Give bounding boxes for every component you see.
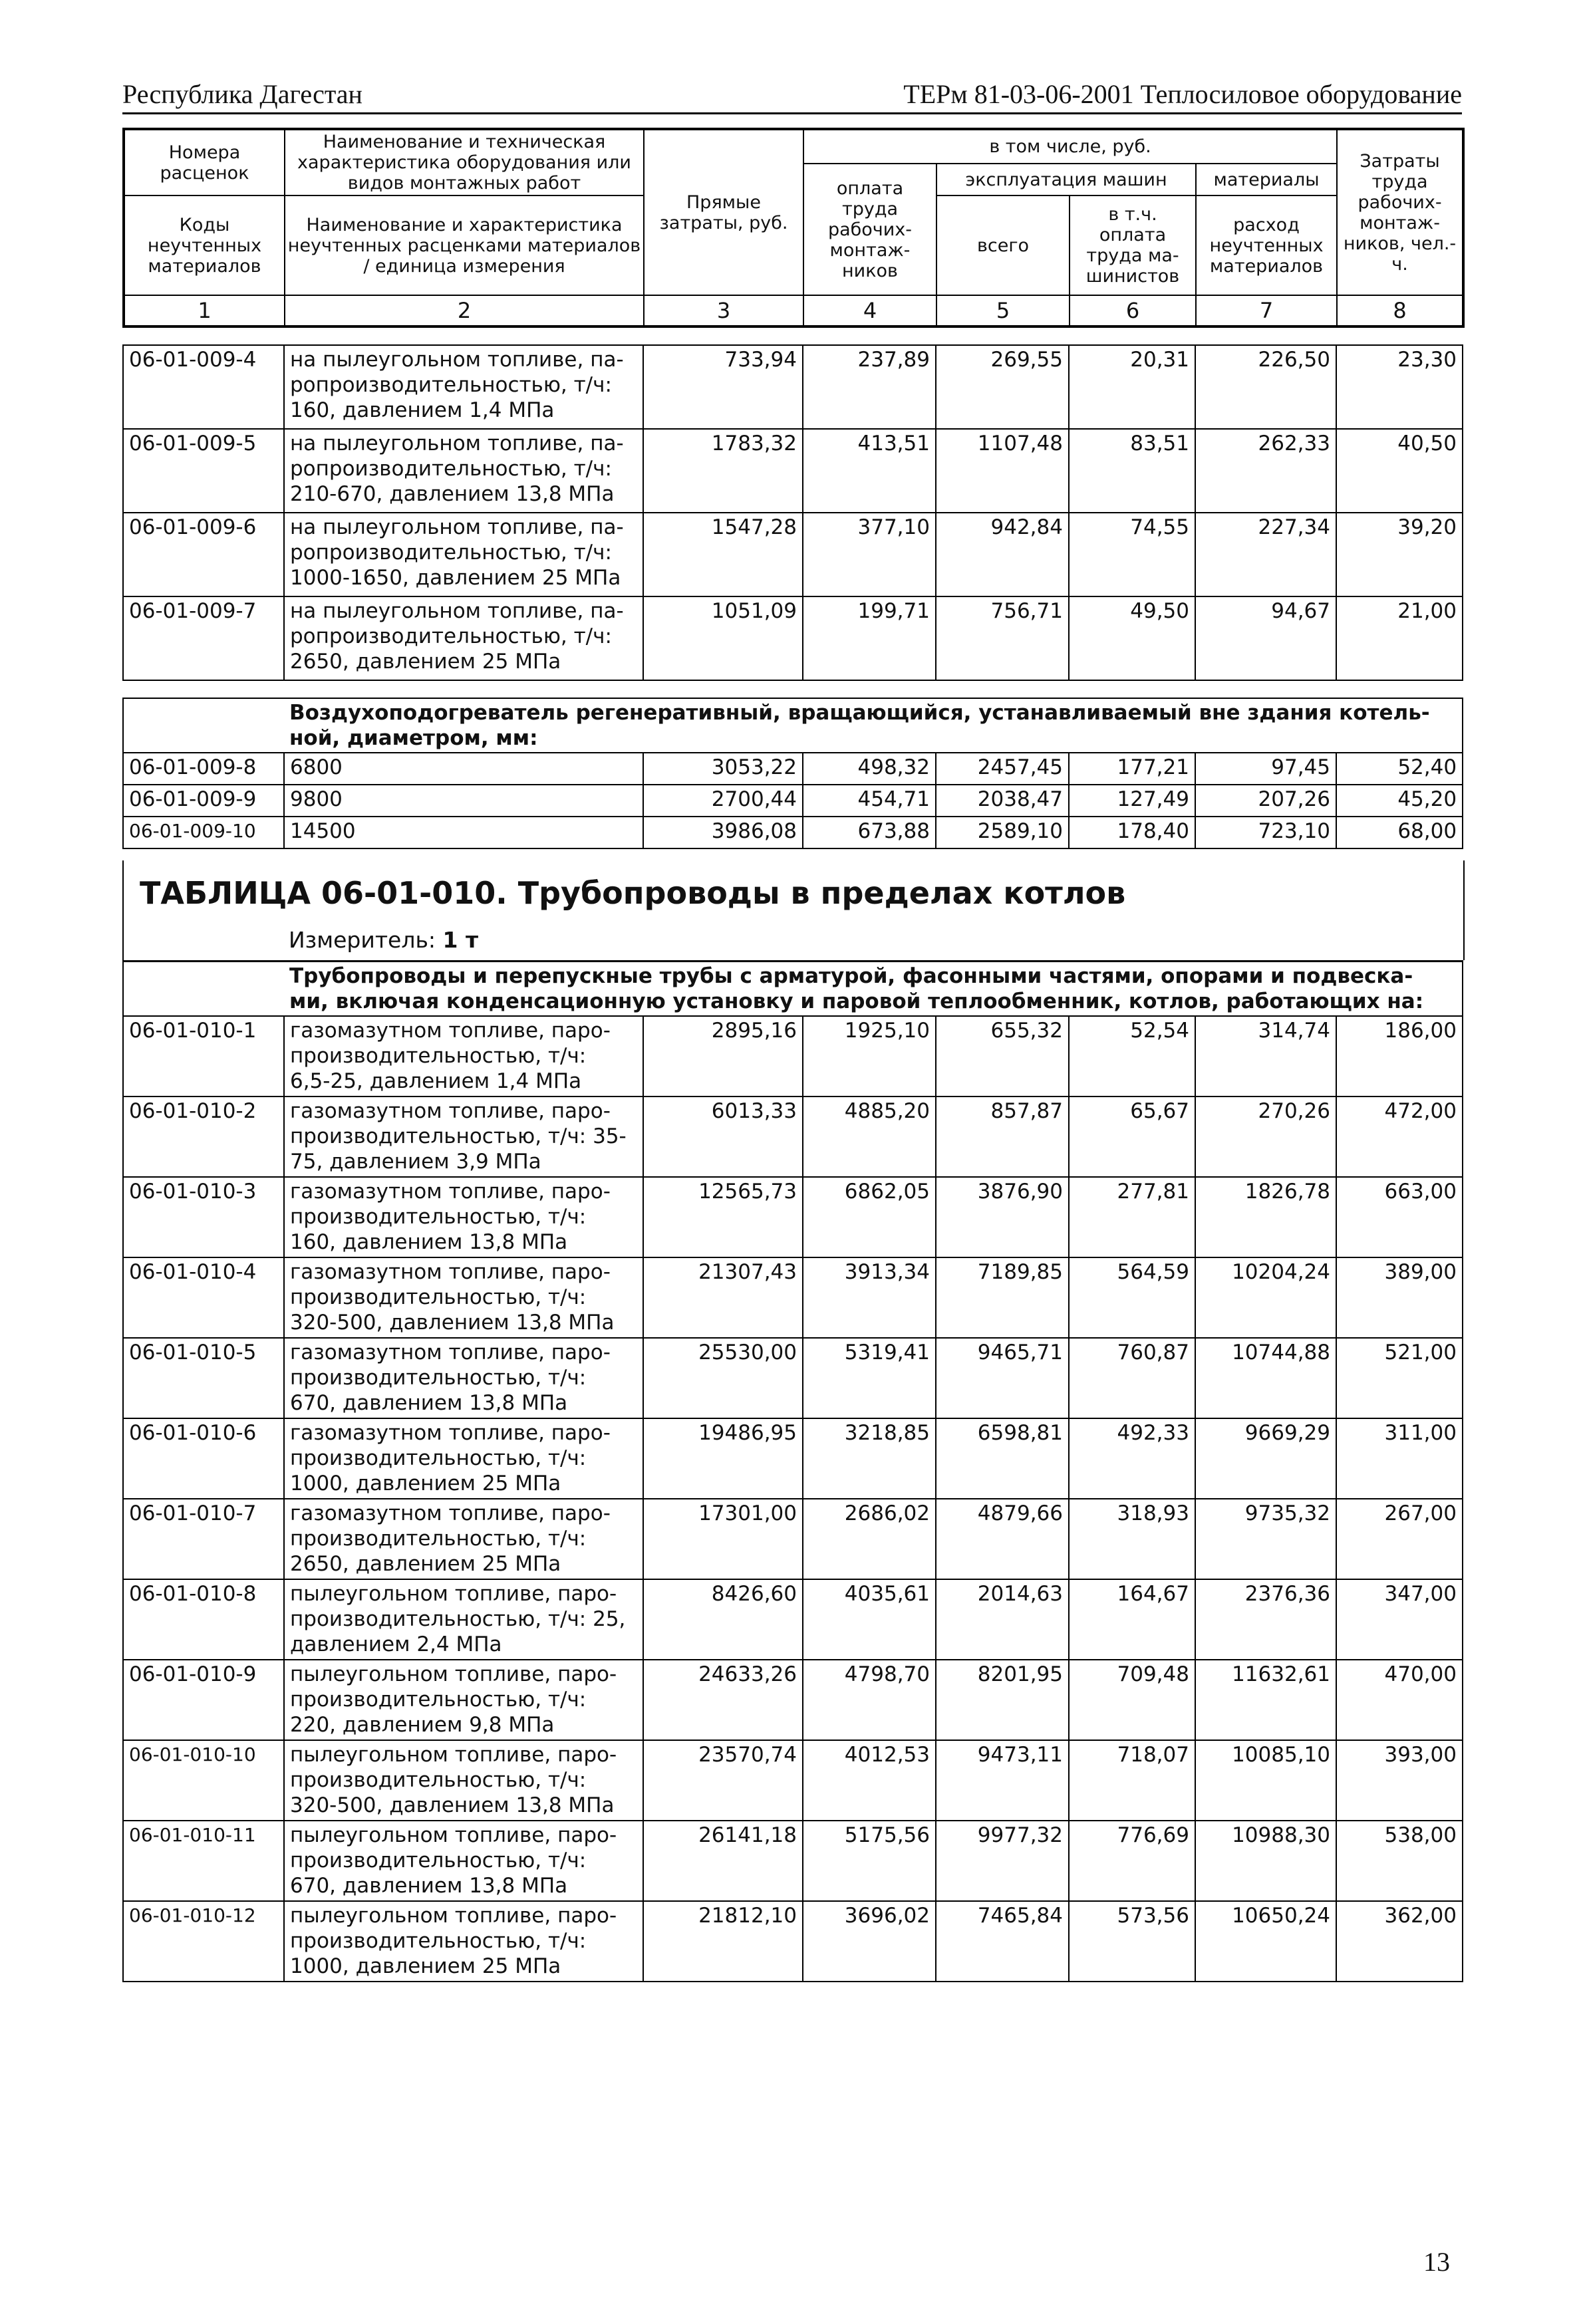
materials-value: 226,50: [1195, 345, 1336, 429]
rate-code: 06-01-010-6: [123, 1418, 284, 1499]
rate-description: [284, 1579, 643, 1660]
direct-costs-value: 733,94: [643, 345, 803, 429]
description-line: производительностью, т/ч:: [290, 1044, 587, 1068]
worker-pay-value: 4798,70: [803, 1660, 936, 1740]
column-number: 3: [644, 295, 803, 326]
machines-total-value: 857,87: [936, 1097, 1069, 1177]
description-line: ропроизводительностью, т/ч:: [290, 457, 612, 481]
description-line: 1000, давлением 25 МПа: [290, 1954, 561, 1978]
rate-code: 06-01-010-8: [123, 1579, 284, 1660]
direct-costs-value: 25530,00: [643, 1338, 803, 1418]
rate-description: [284, 1097, 643, 1177]
rate-code: 06-01-010-12: [123, 1901, 284, 1982]
description-line: 75, давлением 3,9 МПа: [290, 1150, 541, 1174]
section-heading-pipes: [123, 962, 1463, 1017]
rate-description: [284, 1338, 643, 1418]
machinist-pay-value: 718,07: [1069, 1740, 1195, 1821]
description-line: 670, давлением 13,8 МПа: [290, 1391, 568, 1415]
worker-pay-value: 4035,61: [803, 1579, 936, 1660]
description-line: пылеугольном топливе, паро-: [290, 1904, 617, 1928]
machines-total-value: 2014,63: [936, 1579, 1069, 1660]
col-header-rate-numbers: Номера расценок: [124, 129, 285, 195]
table-row: [123, 1097, 1463, 1177]
table-row: [123, 1740, 1463, 1821]
materials-value: 314,74: [1195, 1016, 1336, 1097]
direct-costs-value: 1051,09: [643, 596, 803, 680]
col-header-machine-exploitation: эксплуатация машин: [936, 164, 1196, 195]
machines-total-value: 655,32: [936, 1016, 1069, 1097]
table-row: [123, 753, 1463, 785]
rate-code: 06-01-009-4: [123, 345, 284, 429]
section-pipes-line-2: ми, включая конденсационную установку и паровой теплообменник, котлов, работающих на:: [289, 989, 1424, 1013]
machines-total-value: 269,55: [936, 345, 1069, 429]
rate-description: [284, 1499, 643, 1579]
direct-costs-value: 6013,33: [643, 1097, 803, 1177]
machinist-pay-value: 178,40: [1069, 817, 1195, 848]
description-line: производительностью, т/ч:: [290, 1446, 587, 1470]
direct-costs-value: 26141,18: [643, 1821, 803, 1901]
col-header-machines-total: всего: [936, 195, 1070, 295]
description-line: газомазутном топливе, паро-: [290, 1099, 611, 1123]
description-line: на пылеугольном топливе, па-: [290, 432, 624, 455]
description-line: газомазутном топливе, паро-: [290, 1260, 611, 1284]
col-header-materials: материалы: [1196, 164, 1337, 195]
worker-pay-value: 1925,10: [803, 1016, 936, 1097]
worker-pay-value: 5175,56: [803, 1821, 936, 1901]
direct-costs-value: 1547,28: [643, 513, 803, 596]
worker-pay-value: 4012,53: [803, 1740, 936, 1821]
machinist-pay-value: 127,49: [1069, 785, 1195, 817]
machinist-pay-value: 709,48: [1069, 1660, 1195, 1740]
materials-value: 9735,32: [1195, 1499, 1336, 1579]
materials-value: 10650,24: [1195, 1901, 1336, 1982]
machinist-pay-value: 573,56: [1069, 1901, 1195, 1982]
description-line: 1000, давлением 25 МПа: [290, 1472, 561, 1495]
page-header: [122, 78, 1462, 114]
worker-pay-value: 454,71: [803, 785, 936, 817]
materials-value: 10204,24: [1195, 1257, 1336, 1338]
description-line: производительностью, т/ч: 25,: [290, 1607, 626, 1631]
column-numbers-row: [124, 295, 1463, 326]
materials-value: 1826,78: [1195, 1177, 1336, 1257]
description-line: 2650, давлением 25 МПа: [290, 650, 561, 674]
table-header: [122, 128, 1465, 328]
description-line: пылеугольном топливе, паро-: [290, 1662, 617, 1686]
table-row: [123, 1177, 1463, 1257]
table-rows-010: [122, 960, 1463, 1982]
materials-value: 227,34: [1195, 513, 1336, 596]
worker-pay-value: 3218,85: [803, 1418, 936, 1499]
description-line: 2650, давлением 25 МПа: [290, 1552, 561, 1576]
description-line: 320-500, давлением 13,8 МПа: [290, 1311, 615, 1335]
materials-value: 11632,61: [1195, 1660, 1336, 1740]
rate-description: [284, 817, 643, 848]
description-line: газомазутном топливе, паро-: [290, 1501, 611, 1525]
machines-total-value: 3876,90: [936, 1177, 1069, 1257]
machines-total-value: 4879,66: [936, 1499, 1069, 1579]
table-row: [123, 1579, 1463, 1660]
table-row: [123, 1821, 1463, 1901]
rate-code: 06-01-010-11: [123, 1821, 284, 1901]
labor-hours-value: 68,00: [1336, 817, 1463, 848]
machinist-pay-value: 776,69: [1069, 1821, 1195, 1901]
worker-pay-value: 377,10: [803, 513, 936, 596]
rate-code: 06-01-010-9: [123, 1660, 284, 1740]
description-line: пылеугольном топливе, паро-: [290, 1582, 617, 1606]
worker-pay-value: 199,71: [803, 596, 936, 680]
rate-code: 06-01-009-5: [123, 429, 284, 513]
description-line: на пылеугольном топливе, па-: [290, 348, 624, 372]
description-line: ропроизводительностью, т/ч:: [290, 541, 612, 565]
machinist-pay-value: 318,93: [1069, 1499, 1195, 1579]
table-row: [123, 1660, 1463, 1740]
description-line: 320-500, давлением 13,8 МПа: [290, 1793, 615, 1817]
description-line: 670, давлением 13,8 МПа: [290, 1874, 568, 1898]
section-air-line-1: Воздухоподогреватель регенеративный, вращающийся, устанавливаемый вне здания котель-: [289, 701, 1430, 725]
col-header-direct-costs: Прямые затраты, руб.: [644, 129, 803, 295]
col-header-machinist-pay: в т.ч. оплата труда ма-шинистов: [1070, 195, 1196, 295]
table-row: [123, 785, 1463, 817]
machines-total-value: 8201,95: [936, 1660, 1069, 1740]
table-row: [123, 1016, 1463, 1097]
machines-total-value: 7465,84: [936, 1901, 1069, 1982]
col-header-material-names: Наименование и характеристика неучтенных расценками материалов / единица измерения: [285, 195, 644, 295]
description-line: 1000-1650, давлением 25 МПа: [290, 566, 621, 590]
labor-hours-value: 393,00: [1336, 1740, 1463, 1821]
rate-description: [284, 1821, 643, 1901]
description-line: производительностью, т/ч:: [290, 1768, 587, 1792]
column-number: 1: [124, 295, 285, 326]
materials-value: 207,26: [1195, 785, 1336, 817]
col-header-worker-pay: оплата труда рабочих-монтаж-ников: [803, 164, 936, 295]
machines-total-value: 9473,11: [936, 1740, 1069, 1821]
materials-value: 10988,30: [1195, 1821, 1336, 1901]
col-header-including: в том числе, руб.: [803, 129, 1337, 164]
labor-hours-value: 311,00: [1336, 1418, 1463, 1499]
rate-description: [284, 1177, 643, 1257]
rate-code: 06-01-010-4: [123, 1257, 284, 1338]
machinist-pay-value: 164,67: [1069, 1579, 1195, 1660]
description-line: газомазутном топливе, паро-: [290, 1421, 611, 1445]
worker-pay-value: 3913,34: [803, 1257, 936, 1338]
direct-costs-value: 12565,73: [643, 1177, 803, 1257]
description-line: 14500: [290, 819, 356, 843]
labor-hours-value: 40,50: [1336, 429, 1463, 513]
description-line: производительностью, т/ч:: [290, 1527, 587, 1551]
worker-pay-value: 4885,20: [803, 1097, 936, 1177]
measure-unit: [289, 927, 478, 953]
description-line: газомазутном топливе, паро-: [290, 1341, 611, 1364]
machines-total-value: 2038,47: [936, 785, 1069, 817]
table-row: [123, 1499, 1463, 1579]
section-pipes-line-1: Трубопроводы и перепускные трубы с арматурой, фасонными частями, опорами и подвеска-: [289, 964, 1413, 988]
worker-pay-value: 673,88: [803, 817, 936, 848]
materials-value: 2376,36: [1195, 1579, 1336, 1660]
rate-code: 06-01-009-9: [123, 785, 284, 817]
machines-total-value: 2589,10: [936, 817, 1069, 848]
materials-value: 10085,10: [1195, 1740, 1336, 1821]
description-line: ропроизводительностью, т/ч:: [290, 373, 612, 397]
page-number: 13: [1423, 2247, 1450, 2277]
labor-hours-value: 52,40: [1336, 753, 1463, 785]
table-title-block: [122, 860, 1465, 960]
table-row: [123, 345, 1463, 429]
machinist-pay-value: 760,87: [1069, 1338, 1195, 1418]
direct-costs-value: 3053,22: [643, 753, 803, 785]
description-line: 6,5-25, давлением 1,4 МПа: [290, 1069, 582, 1093]
description-line: производительностью, т/ч:: [290, 1366, 587, 1390]
machines-total-value: 2457,45: [936, 753, 1069, 785]
description-line: 160, давлением 13,8 МПа: [290, 1230, 568, 1254]
rate-description: [284, 1901, 643, 1982]
machinist-pay-value: 74,55: [1069, 513, 1195, 596]
column-number: 2: [285, 295, 644, 326]
column-number: 8: [1337, 295, 1463, 326]
materials-value: 262,33: [1195, 429, 1336, 513]
description-line: производительностью, т/ч:: [290, 1205, 587, 1229]
direct-costs-value: 1783,32: [643, 429, 803, 513]
labor-hours-value: 521,00: [1336, 1338, 1463, 1418]
table-title: ТАБЛИЦА 06-01-010. Трубопроводы в пределах котлов: [140, 875, 1126, 911]
column-number: 7: [1196, 295, 1337, 326]
materials-value: 723,10: [1195, 817, 1336, 848]
description-line: на пылеугольном топливе, па-: [290, 599, 624, 623]
rate-description: [284, 753, 643, 785]
table-row: [123, 429, 1463, 513]
worker-pay-value: 5319,41: [803, 1338, 936, 1418]
rate-code: 06-01-009-6: [123, 513, 284, 596]
direct-costs-value: 21812,10: [643, 1901, 803, 1982]
rate-code: 06-01-010-3: [123, 1177, 284, 1257]
labor-hours-value: 39,20: [1336, 513, 1463, 596]
description-line: газомазутном топливе, паро-: [290, 1180, 611, 1204]
description-line: производительностью, т/ч:: [290, 1285, 587, 1309]
measure-value: 1 т: [442, 927, 479, 953]
labor-hours-value: 472,00: [1336, 1097, 1463, 1177]
machines-total-value: 6598,81: [936, 1418, 1069, 1499]
machines-total-value: 9465,71: [936, 1338, 1069, 1418]
machinist-pay-value: 52,54: [1069, 1016, 1195, 1097]
worker-pay-value: 498,32: [803, 753, 936, 785]
description-line: газомазутном топливе, паро-: [290, 1019, 611, 1043]
rate-description: [284, 513, 643, 596]
direct-costs-value: 3986,08: [643, 817, 803, 848]
machinist-pay-value: 492,33: [1069, 1418, 1195, 1499]
rate-code: 06-01-010-10: [123, 1740, 284, 1821]
direct-costs-value: 2700,44: [643, 785, 803, 817]
rate-code: 06-01-010-1: [123, 1016, 284, 1097]
col-header-labor-hours: Затраты труда рабочих-монтаж-ников, чел.-ч.: [1337, 129, 1463, 295]
table-row: [123, 596, 1463, 680]
table-row: [123, 817, 1463, 848]
machines-total-value: 756,71: [936, 596, 1069, 680]
machinist-pay-value: 65,67: [1069, 1097, 1195, 1177]
labor-hours-value: 186,00: [1336, 1016, 1463, 1097]
rate-code: 06-01-010-7: [123, 1499, 284, 1579]
worker-pay-value: 3696,02: [803, 1901, 936, 1982]
rate-description: [284, 429, 643, 513]
rate-code: 06-01-010-2: [123, 1097, 284, 1177]
col-header-material-consumption: расход неучтенных материалов: [1196, 195, 1337, 295]
direct-costs-value: 2895,16: [643, 1016, 803, 1097]
description-line: на пылеугольном топливе, па-: [290, 515, 624, 539]
section-air-line-2: ной, диаметром, мм:: [289, 726, 538, 750]
worker-pay-value: 237,89: [803, 345, 936, 429]
direct-costs-value: 24633,26: [643, 1660, 803, 1740]
description-line: пылеугольном топливе, паро-: [290, 1823, 617, 1847]
direct-costs-value: 21307,43: [643, 1257, 803, 1338]
direct-costs-value: 19486,95: [643, 1418, 803, 1499]
description-line: производительностью, т/ч:: [290, 1849, 587, 1872]
rate-description: [284, 1016, 643, 1097]
machines-total-value: 1107,48: [936, 429, 1069, 513]
measure-label: Измеритель:: [289, 927, 436, 953]
rate-code: 06-01-010-5: [123, 1338, 284, 1418]
materials-value: 97,45: [1195, 753, 1336, 785]
table-row: [123, 1418, 1463, 1499]
labor-hours-value: 389,00: [1336, 1257, 1463, 1338]
rate-description: [284, 1740, 643, 1821]
materials-value: 10744,88: [1195, 1338, 1336, 1418]
worker-pay-value: 6862,05: [803, 1177, 936, 1257]
worker-pay-value: 413,51: [803, 429, 936, 513]
table-rows-009: [122, 344, 1463, 681]
labor-hours-value: 362,00: [1336, 1901, 1463, 1982]
rate-description: [284, 1257, 643, 1338]
rate-description: [284, 1418, 643, 1499]
description-line: производительностью, т/ч: 35-: [290, 1124, 627, 1148]
machinist-pay-value: 177,21: [1069, 753, 1195, 785]
table-row: [123, 513, 1463, 596]
machinist-pay-value: 49,50: [1069, 596, 1195, 680]
direct-costs-value: 23570,74: [643, 1740, 803, 1821]
description-line: ропроизводительностью, т/ч:: [290, 624, 612, 648]
section-heading-air-heater: [123, 698, 1463, 753]
table-rows-air-heater: [122, 698, 1463, 849]
labor-hours-value: 23,30: [1336, 345, 1463, 429]
labor-hours-value: 267,00: [1336, 1499, 1463, 1579]
description-line: производительностью, т/ч:: [290, 1929, 587, 1953]
materials-value: 270,26: [1195, 1097, 1336, 1177]
rate-code: 06-01-009-8: [123, 753, 284, 785]
description-line: 210-670, давлением 13,8 МПа: [290, 482, 615, 506]
machinist-pay-value: 277,81: [1069, 1177, 1195, 1257]
description-line: пылеугольном топливе, паро-: [290, 1743, 617, 1767]
machinist-pay-value: 564,59: [1069, 1257, 1195, 1338]
labor-hours-value: 45,20: [1336, 785, 1463, 817]
col-header-material-codes: Коды неучтенных материалов: [124, 195, 285, 295]
table-row: [123, 1257, 1463, 1338]
materials-value: 9669,29: [1195, 1418, 1336, 1499]
column-number: 5: [936, 295, 1070, 326]
machines-total-value: 942,84: [936, 513, 1069, 596]
materials-value: 94,67: [1195, 596, 1336, 680]
header-document-code: ТЕРм 81-03-06-2001 Теплосиловое оборудование: [903, 79, 1462, 109]
direct-costs-value: 17301,00: [643, 1499, 803, 1579]
table-row: [123, 1901, 1463, 1982]
worker-pay-value: 2686,02: [803, 1499, 936, 1579]
labor-hours-value: 663,00: [1336, 1177, 1463, 1257]
description-line: 9800: [290, 787, 343, 811]
header-region: Республика Дагестан: [122, 79, 362, 109]
rate-description: [284, 596, 643, 680]
rate-description: [284, 1660, 643, 1740]
description-line: 160, давлением 1,4 МПа: [290, 398, 555, 422]
table-row: [123, 1338, 1463, 1418]
rate-code: 06-01-009-7: [123, 596, 284, 680]
description-line: 220, давлением 9,8 МПа: [290, 1713, 555, 1737]
labor-hours-value: 21,00: [1336, 596, 1463, 680]
machines-total-value: 7189,85: [936, 1257, 1069, 1338]
labor-hours-value: 470,00: [1336, 1660, 1463, 1740]
machinist-pay-value: 83,51: [1069, 429, 1195, 513]
machinist-pay-value: 20,31: [1069, 345, 1195, 429]
direct-costs-value: 8426,60: [643, 1579, 803, 1660]
rate-description: [284, 345, 643, 429]
description-line: давлением 2,4 МПа: [290, 1632, 502, 1656]
column-number: 4: [803, 295, 936, 326]
machines-total-value: 9977,32: [936, 1821, 1069, 1901]
rate-code: 06-01-009-10: [123, 817, 284, 848]
description-line: производительностью, т/ч:: [290, 1688, 587, 1712]
column-number: 6: [1070, 295, 1196, 326]
col-header-name: Наименование и техническая характеристика оборудования или видов монтажных работ: [285, 129, 644, 195]
labor-hours-value: 347,00: [1336, 1579, 1463, 1660]
description-line: 6800: [290, 755, 343, 779]
rate-description: [284, 785, 643, 817]
labor-hours-value: 538,00: [1336, 1821, 1463, 1901]
